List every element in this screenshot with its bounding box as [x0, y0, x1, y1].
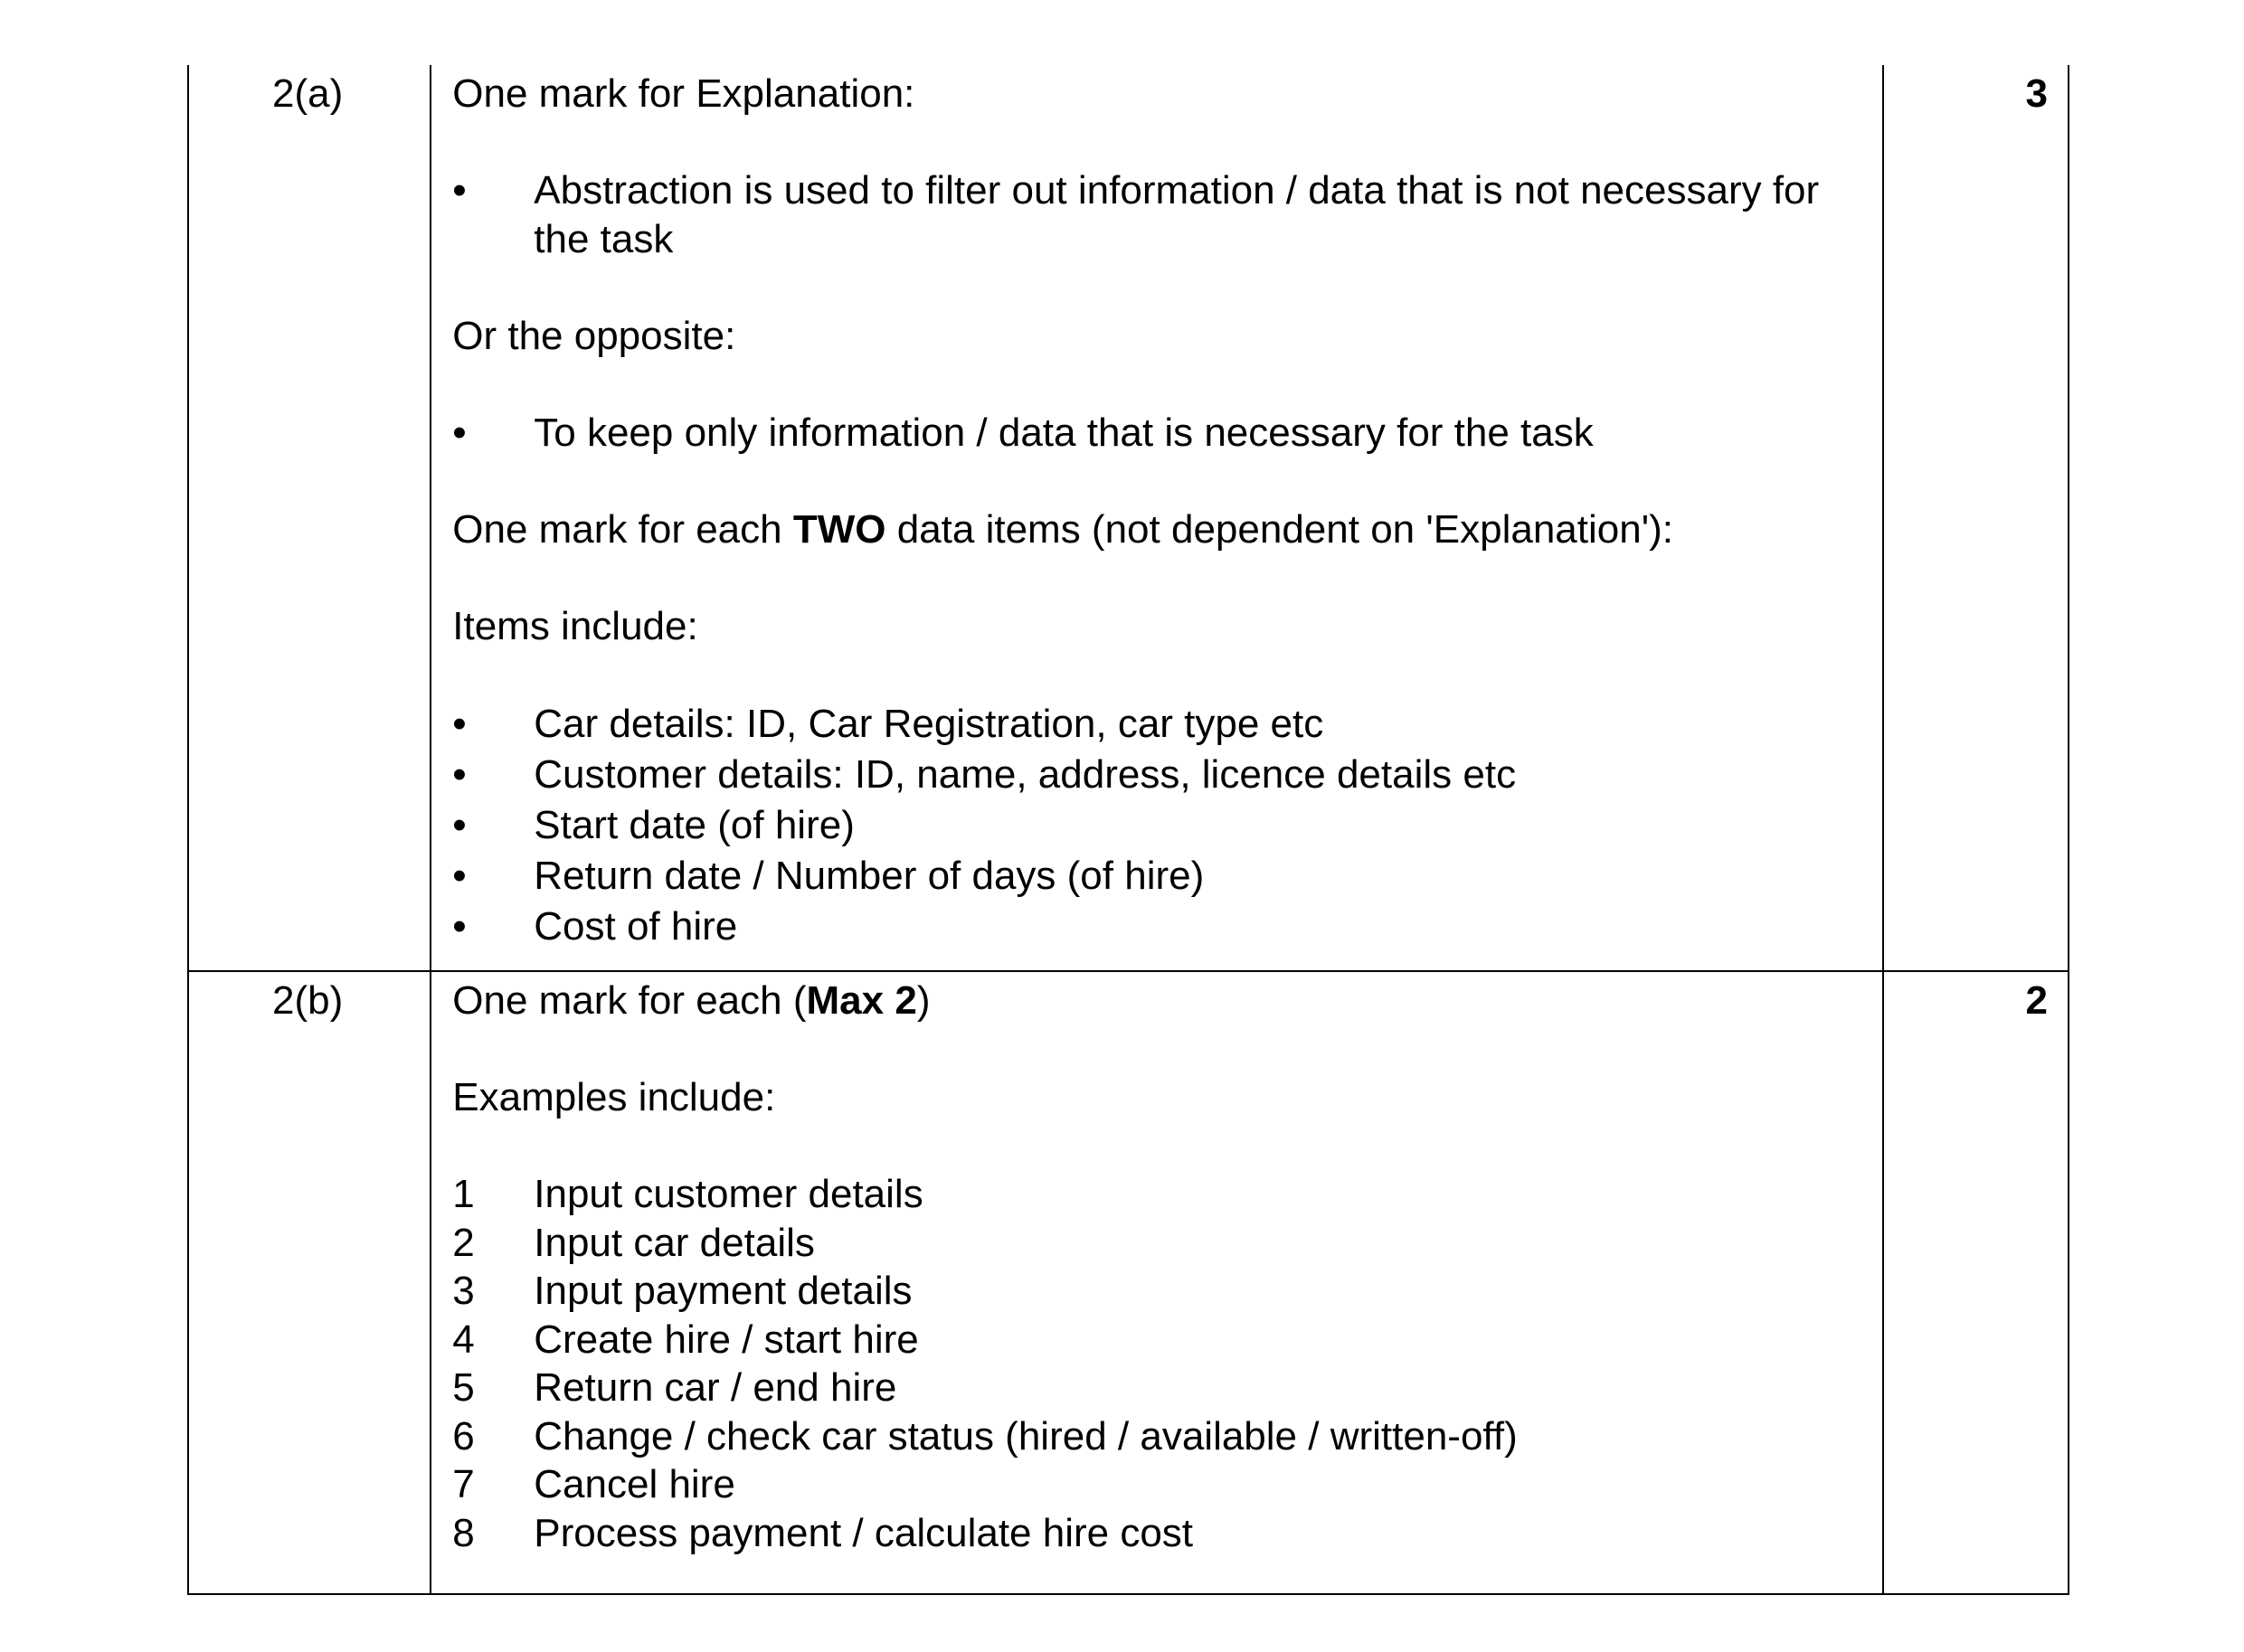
opposite-heading: Or the opposite:	[452, 314, 736, 358]
list-item: • Car details: ID, Car Registration, car type etc	[452, 699, 1846, 750]
list-item: 6 Change / check car status (hired / available / written-off)	[452, 1413, 1518, 1458]
question-cell	[188, 65, 431, 971]
examples-list	[452, 1170, 1846, 1557]
explanation-heading: One mark for Explanation:	[452, 71, 915, 116]
list-item: 1 Input customer details	[452, 1172, 923, 1216]
list-item: • Customer details: ID, name, address, licence details etc	[452, 750, 1846, 800]
opposite-list	[452, 409, 1846, 458]
items-list	[452, 699, 1846, 952]
table-row-2b	[188, 971, 2069, 1594]
bullet-icon: •	[452, 752, 467, 797]
marks-value: 3	[2025, 71, 2048, 116]
list-item: 7 Cancel hire	[452, 1462, 735, 1506]
list-item: • Abstraction is used to filter out information / data that is not necessary for the task	[452, 168, 1820, 261]
bullet-icon: •	[452, 702, 467, 746]
marks-cell	[1883, 971, 2069, 1594]
list-item: 5 Return car / end hire	[452, 1365, 897, 1410]
answer-cell	[431, 971, 1883, 1594]
list-item: • To keep only information / data that is necessary for the task	[452, 409, 1846, 458]
answer-cell	[431, 65, 1883, 971]
list-item: • Start date (of hire)	[452, 800, 1846, 851]
question-number: 2(a)	[272, 71, 344, 116]
list-item: 8 Process payment / calculate hire cost	[452, 1510, 1194, 1555]
examples-heading: Examples include:	[452, 1075, 776, 1119]
bullet-icon: •	[452, 168, 467, 212]
list-item: 3 Input payment details	[452, 1269, 913, 1313]
max-marks-heading: One mark for each (Max 2)	[452, 978, 931, 1023]
data-items-instruction: One mark for each TWO data items (not dependent on 'Explanation'):	[452, 507, 1673, 552]
bullet-icon: •	[452, 854, 467, 898]
list-item: • Cost of hire	[452, 902, 1846, 952]
items-heading: Items include:	[452, 604, 698, 648]
list-item: 4 Create hire / start hire	[452, 1317, 919, 1362]
table-row-2a	[188, 65, 2069, 971]
marks-value: 2	[2025, 978, 2048, 1023]
mark-scheme-table	[187, 65, 2069, 1595]
bullet-icon: •	[452, 803, 467, 847]
list-item: • Return date / Number of days (of hire)	[452, 851, 1846, 902]
bullet-icon: •	[452, 411, 467, 455]
bullet-icon: •	[452, 904, 467, 949]
explanation-list	[452, 166, 1846, 264]
question-number: 2(b)	[272, 978, 344, 1023]
list-item: 2 Input car details	[452, 1220, 815, 1265]
marks-cell	[1883, 65, 2069, 971]
question-cell	[188, 971, 431, 1594]
